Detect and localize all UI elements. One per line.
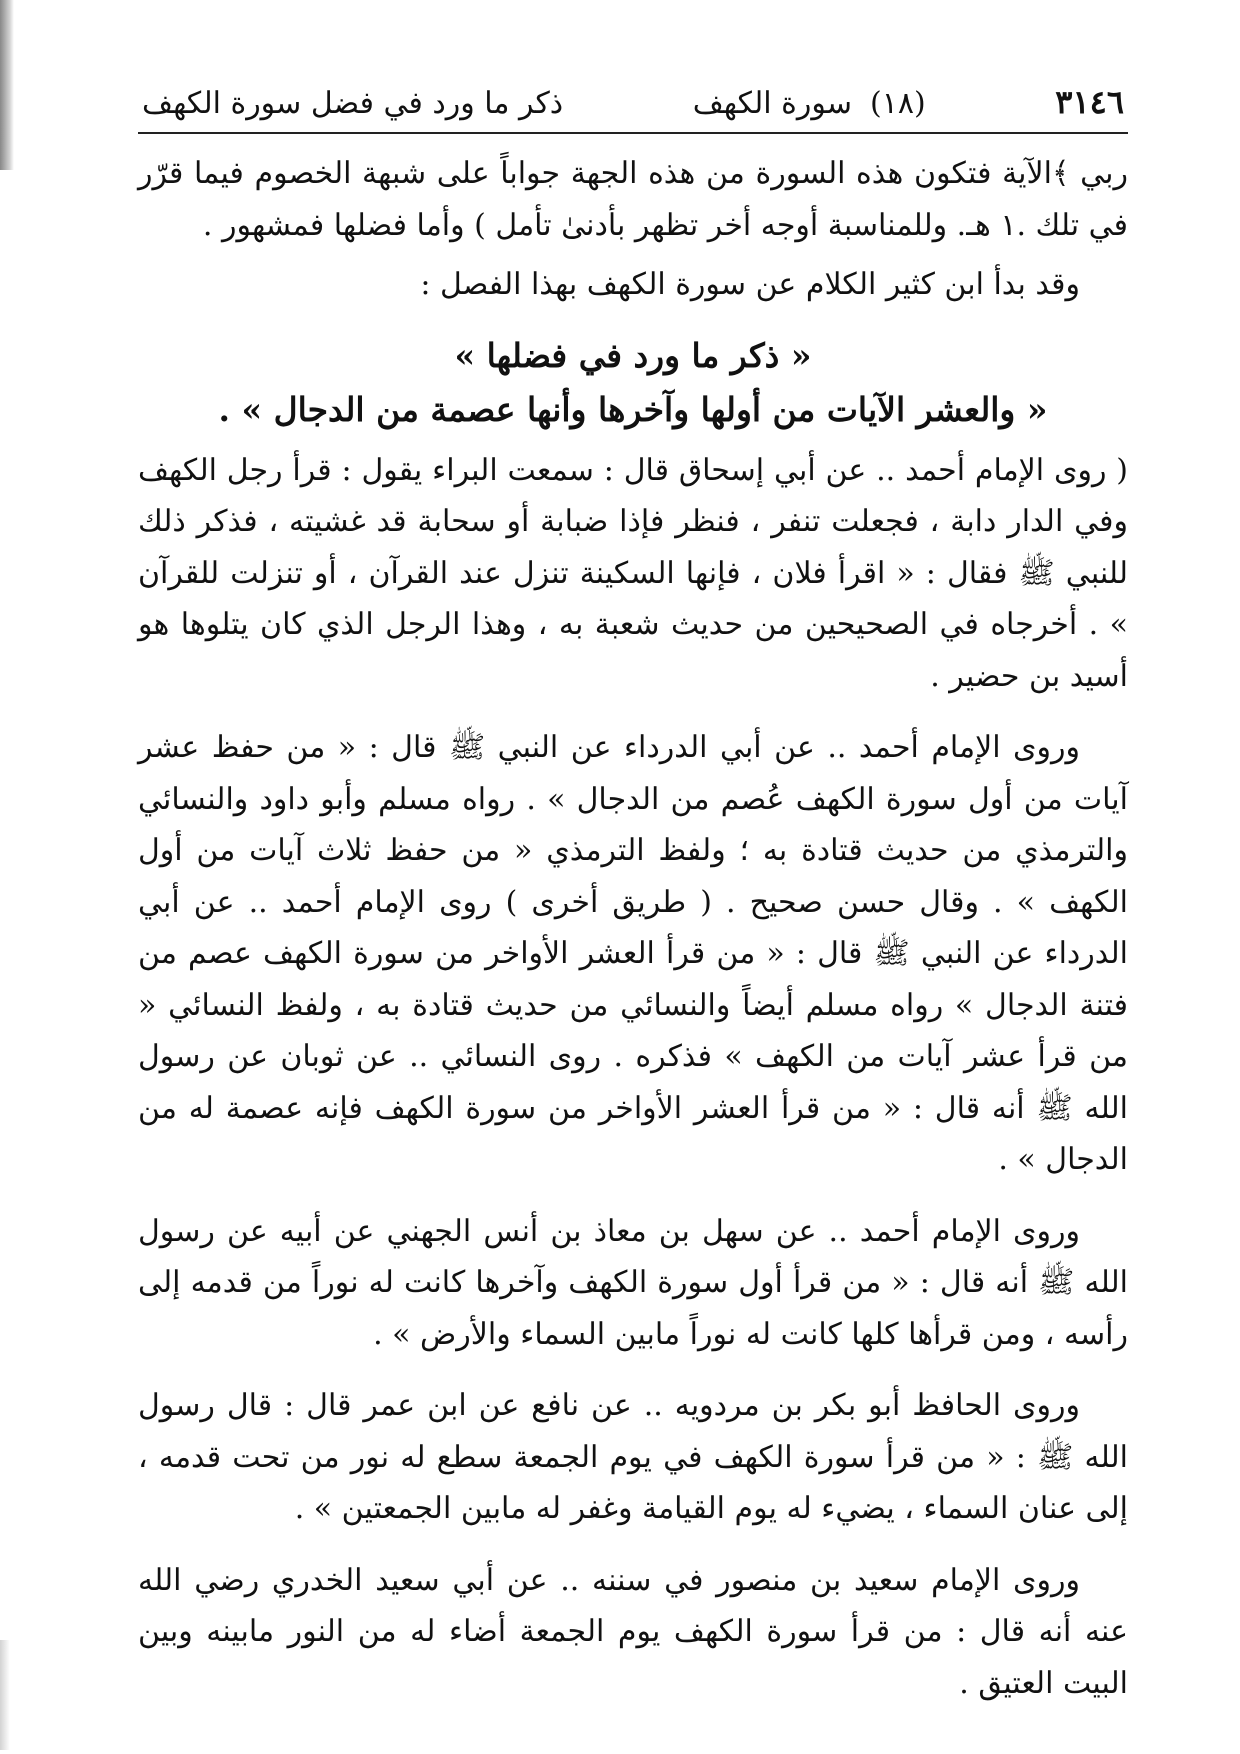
surah-number: (١٨) (870, 86, 926, 121)
paragraph-bara-hadith: ( روى الإمام أحمد .. عن أبي إسحاق قال : سمعت البراء يقول : قرأ رجل الكهف وفي الدار دابة ، فجعلت تنفر ، فنظر فإذا ضبابة أو سحابة قد غشيته ، فذكر ذلك للنبي ﷺ فقال : « اقرأ فلان ، فإنها السكينة تنزل عند القرآن ، أو تنزلت للقرآن » . أخرجاه في الصحيحين من حديث شعبة به ، وهذا الرجل الذي كان يتلوها هو أسيد بن حضير . (138, 452, 1128, 694)
page-number: ٣١٤٦ (1055, 83, 1124, 121)
scan-edge-shadow (0, 0, 14, 170)
chapter-title: ذكر ما ورد في فضل سورة الكهف (142, 86, 564, 121)
scan-edge-shadow-bottom (0, 1640, 10, 1750)
paragraph-ibn-umar-hadith: وروى الحافظ أبو بكر بن مردويه .. عن نافع عن ابن عمر قال : قال رسول الله ﷺ : « من قرأ سورة الكهف في يوم الجمعة سطع له نور من تحت قدمه ، إلى عنان السماء ، يضيء له يوم القيامة وغفر له مابين الجمعتين » . (138, 1388, 1128, 1526)
book-page (138, 80, 1128, 1709)
section-heading-2: « والعشر الآيات من أولها وآخرها وأنها عصمة من الدجال » . (218, 389, 1048, 429)
running-header (138, 80, 1128, 134)
page-body (138, 148, 1128, 1709)
section-heading-1: « ذكر ما ورد في فضلها » (454, 335, 812, 375)
paragraph-abu-darda-hadith: وروى الإمام أحمد .. عن أبي الدرداء عن النبي ﷺ قال : « من حفظ عشر آيات من أول سورة الكهف عُصم من الدجال » . رواه مسلم وأبو داود والنسائي والترمذي من حديث قتادة به ؛ ولفظ الترمذي « من حفظ ثلاث آيات من أول الكهف » . وقال حسن صحيح . ( طريق أخرى ) روى الإمام أحمد .. عن أبي الدرداء عن النبي ﷺ قال : « من قرأ العشر الأواخر من سورة الكهف عصم من فتنة الدجال » رواه مسلم أيضاً والنسائي من حديث قتادة به ، ولفظ النسائي « من قرأ عشر آيات من الكهف » فذكره . روى النسائي .. عن ثوبان عن رسول الله ﷺ أنه قال : « من قرأ العشر الأواخر من سورة الكهف فإنه عصمة له من الدجال » . (138, 730, 1128, 1177)
surah-label-group (693, 82, 926, 126)
surah-label: سورة الكهف (692, 86, 853, 121)
paragraph-continuation: ربي ﴾الآية فتكون هذه السورة من هذه الجهة جواباً على شبهة الخصوم فيما قرّر في تلك .١ هـ. وللمناسبة أوجه أخر تظهر بأدنىٰ تأمل ) وأما فضلها فمشهور . (138, 156, 1128, 243)
paragraph-abu-said-hadith: وروى الإمام سعيد بن منصور في سننه .. عن أبي سعيد الخدري رضي الله عنه أنه قال : من قرأ سورة الكهف يوم الجمعة أضاء له من النور مابينه وبين البيت العتيق . (138, 1562, 1128, 1701)
paragraph-sahl-hadith: وروى الإمام أحمد .. عن سهل بن معاذ بن أنس الجهني عن أبيه عن رسول الله ﷺ أنه قال : « من قرأ أول سورة الكهف وآخرها كانت له نوراً من قدمه إلى رأسه ، ومن قرأها كلها كانت له نوراً مابين السماء والأرض » . (138, 1213, 1128, 1352)
paragraph-intro: وقد بدأ ابن كثير الكلام عن سورة الكهف بهذا الفصل : (420, 267, 1080, 302)
